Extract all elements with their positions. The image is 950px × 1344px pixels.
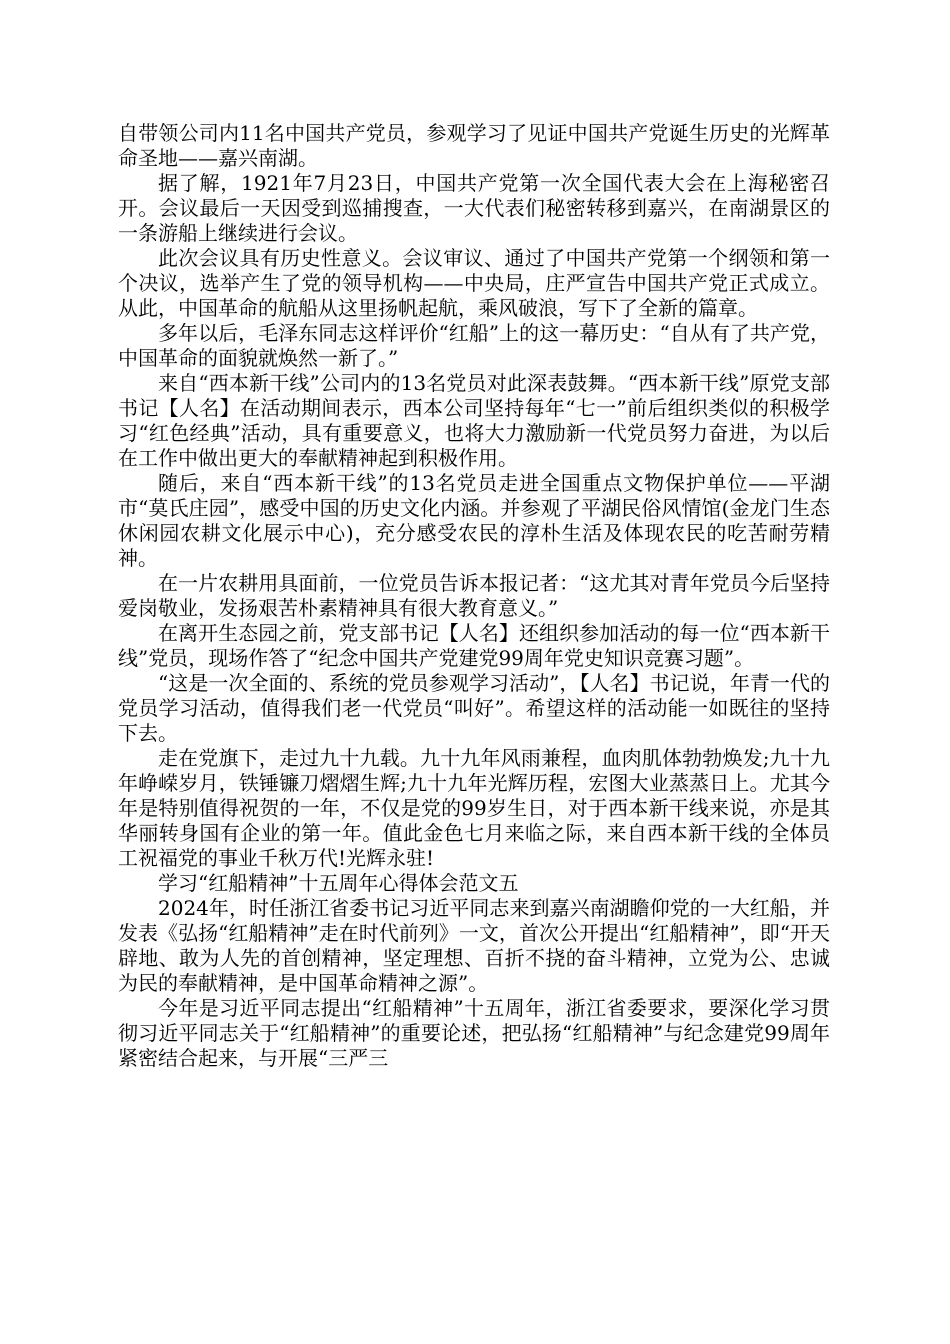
paragraph-red-boat-spirit: 2024年，时任浙江省委书记习近平同志来到嘉兴南湖瞻仰党的一大红船，并发表《弘扬“红船精神”走在时代前列》一文，首次公开提出“红船精神”，即“开天辟地、敢为人先的首创精神，坚定理想、百折不挠的奋斗精神，立党为公、忠诚为民的奉献精神，是中国革命精神之源”。 xyxy=(118,896,830,995)
paragraph-quiz: 在离开生态园之前，党支部书记【人名】还组织参加活动的每一位“西本新干线”党员，现场作答了“纪念中国共产党建党99周年党史知识竞赛习题”。 xyxy=(118,621,830,670)
paragraph-historic-significance: 此次会议具有历史性意义。会议审议、通过了中国共产党第一个纲领和第一个决议，选举产生了党的领导机构——中央局，庄严宣告中国共产党正式成立。从此，中国革命的航船从这里扬帆起航，乘风破浪，写下了全新的篇章。 xyxy=(118,246,830,320)
paragraph-farm-tools: 在一片农耕用具面前，一位党员告诉本报记者：“这尤其对青年党员今后坚持爱岗敬业，发扬艰苦朴素精神具有很大教育意义。” xyxy=(118,571,830,620)
paragraph-fifteenth-anniversary: 今年是习近平同志提出“红船精神”十五周年，浙江省委要求，要深化学习贯彻习近平同志关于“红船精神”的重要论述，把弘扬“红船精神”与纪念建党99周年紧密结合起来，与开展“三严三 xyxy=(118,996,830,1070)
paragraph-secretary-remarks: “这是一次全面的、系统的党员参观学习活动”，【人名】书记说，年青一代的党员学习活动，值得我们老一代党员“叫好”。希望这样的活动能一如既往的坚持下去。 xyxy=(118,671,830,745)
paragraph-continuation: 自带领公司内11名中国共产党员，参观学习了见证中国共产党诞生历史的光辉革命圣地——嘉兴南湖。 xyxy=(118,121,830,170)
section-title: 学习“红船精神”十五周年心得体会范文五 xyxy=(158,871,519,895)
paragraph-members-encouraged: 来自“西本新干线”公司内的13名党员对此深表鼓舞。“西本新干线”原党支部书记【人名】在活动期间表示，西本公司坚持每年“七一”前后组织类似的积极学习“红色经典”活动，具有重要意义，也将大力激励新一代党员努力奋进，为以后在工作中做出更大的奉献精神起到积极作用。 xyxy=(118,371,830,470)
document-body xyxy=(118,121,830,1071)
paragraph-mao-quote: 多年以后，毛泽东同志这样评价“红船”上的这一幕历史：“自从有了共产党，中国革命的面貌就焕然一新了。” xyxy=(118,321,830,370)
paragraph-congress-history: 据了解，1921年7月23日，中国共产党第一次全国代表大会在上海秘密召开。会议最后一天因受到巡捕搜查，一大代表们秘密转移到嘉兴，在南湖景区的一条游船上继续进行会议。 xyxy=(118,171,830,245)
paragraph-mo-manor-visit: 随后，来自“西本新干线”的13名党员走进全国重点文物保护单位——平湖市“莫氏庄园”，感受中国的历史文化内涵。并参观了平湖民俗风情馆(金龙门生态休闲园农耕文化展示中心)，充分感受农民的淳朴生活及体现农民的吃苦耐劳精神。 xyxy=(118,471,830,570)
paragraph-ninety-nine-years: 走在党旗下，走过九十九载。九十九年风雨兼程，血肉肌体勃勃焕发;九十九年峥嵘岁月，铁锤镰刀熠熠生辉;九十九年光辉历程，宏图大业蒸蒸日上。尤其今年是特别值得祝贺的一年，不仅是党的99岁生日，对于西本新干线来说，亦是其华丽转身国有企业的第一年。值此金色七月来临之际，来自西本新干线的全体员工祝福党的事业千秋万代!光辉永驻! xyxy=(118,746,830,870)
